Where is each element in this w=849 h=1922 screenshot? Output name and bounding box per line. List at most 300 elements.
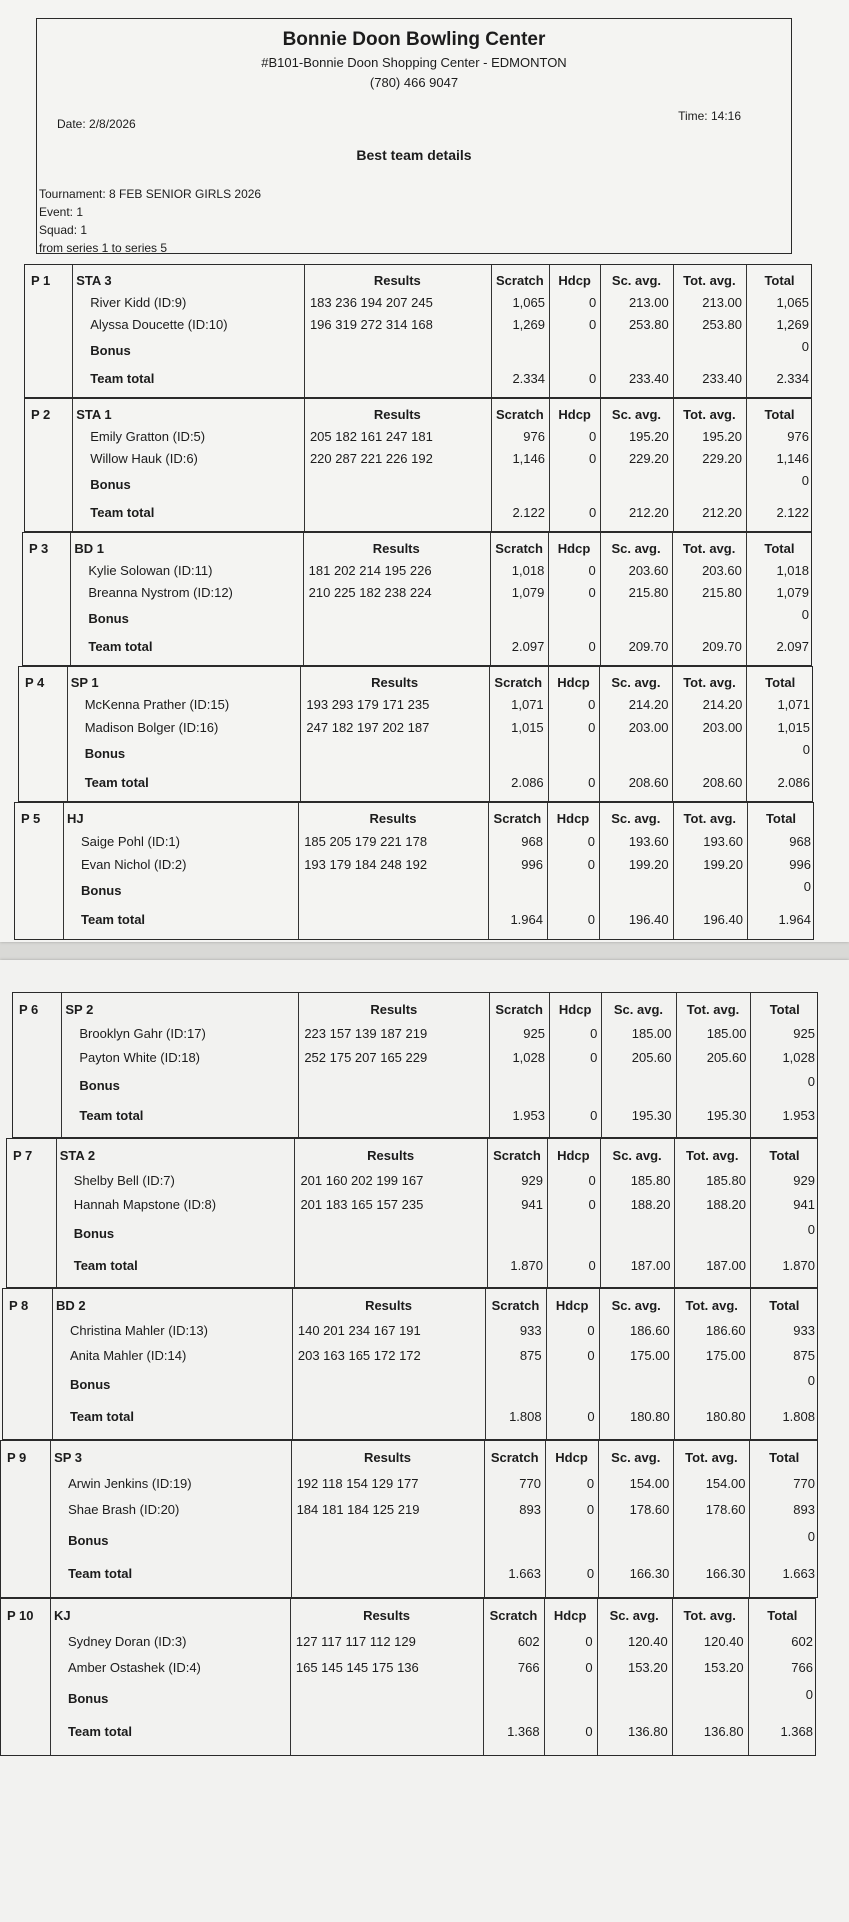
- player-sc-avg: 185.80: [630, 1172, 671, 1188]
- player-sc-avg: 195.20: [628, 429, 669, 444]
- player-total: 766: [791, 1660, 813, 1676]
- column-header-total: Total: [769, 1298, 800, 1314]
- player-scratch: 1,079: [511, 585, 545, 600]
- team-total-total: 2.097: [776, 639, 809, 654]
- player-tot-avg: 185.00: [706, 1025, 747, 1041]
- player-name: River Kidd (ID:9): [90, 295, 187, 310]
- team-block: [2, 1288, 818, 1440]
- bonus-label: Bonus: [84, 746, 126, 762]
- team-name: SP 1: [70, 675, 99, 691]
- column-header-scratch: Scratch: [489, 1608, 538, 1624]
- player-hdcp: 0: [588, 563, 596, 578]
- team-block: [24, 398, 812, 532]
- team-total-label: Team total: [88, 639, 153, 654]
- bonus-total: 0: [805, 1686, 813, 1702]
- team-total-sc-avg: 136.80: [627, 1723, 668, 1739]
- bonus-total: 0: [807, 1373, 815, 1389]
- team-total-tot-avg: 195.30: [706, 1108, 747, 1124]
- column-header-tot-avg: Tot. avg.: [685, 1450, 738, 1466]
- team-total-total: 1.953: [782, 1108, 815, 1124]
- player-tot-avg: 185.80: [706, 1172, 746, 1188]
- player-sc-avg: 175.00: [629, 1347, 670, 1363]
- player-tot-avg: 178.60: [705, 1502, 746, 1518]
- player-name: Christina Mahler (ID:13): [69, 1323, 208, 1339]
- player-scratch: 1,028: [512, 1049, 545, 1065]
- column-header-sc-avg: Sc. avg.: [609, 1608, 659, 1624]
- player-name: McKenna Prather (ID:15): [84, 697, 230, 713]
- player-name: Brooklyn Gahr (ID:17): [79, 1025, 206, 1041]
- player-results: 185 205 179 221 178: [304, 833, 428, 849]
- column-header-results: Results: [365, 1298, 413, 1314]
- report-header: [36, 18, 792, 254]
- player-sc-avg: 205.60: [631, 1049, 672, 1065]
- team-block: [18, 666, 813, 802]
- player-tot-avg: 199.20: [703, 856, 743, 872]
- column-header-scratch: Scratch: [496, 273, 544, 288]
- team-block: [0, 1440, 818, 1598]
- team-name: SP 3: [54, 1450, 83, 1466]
- bonus-total: 0: [807, 1073, 815, 1089]
- player-hdcp: 0: [587, 1347, 595, 1363]
- player-tot-avg: 215.80: [702, 585, 742, 600]
- column-header-sc-avg: Sc. avg.: [613, 1001, 664, 1017]
- player-name: Sydney Doran (ID:3): [67, 1634, 187, 1650]
- player-scratch: 1,071: [511, 697, 544, 713]
- column-divider: [56, 1139, 57, 1287]
- column-header-results: Results: [369, 811, 417, 827]
- bonus-label: Bonus: [90, 477, 131, 492]
- player-total: 1,018: [776, 563, 809, 578]
- player-scratch: 996: [521, 856, 543, 872]
- team-total-tot-avg: 212.20: [702, 505, 743, 520]
- report-page-2: [0, 960, 849, 1922]
- team-total-scratch: 1.808: [509, 1409, 542, 1425]
- column-header-hdcp: Hdcp: [553, 1608, 587, 1624]
- column-divider: [50, 1599, 51, 1755]
- team-total-scratch: 2.097: [511, 639, 545, 654]
- team-total-sc-avg: 180.80: [629, 1409, 670, 1425]
- column-header-sc-avg: Sc. avg.: [611, 407, 662, 422]
- team-place: P 5: [21, 811, 41, 827]
- team-block: [12, 992, 818, 1138]
- team-total-hdcp: 0: [585, 1723, 593, 1739]
- player-total: 1,028: [782, 1049, 815, 1065]
- player-results: 205 182 161 247 181: [309, 429, 433, 444]
- column-divider: [63, 803, 64, 939]
- player-sc-avg: 215.80: [628, 585, 669, 600]
- bonus-total: 0: [807, 1528, 815, 1544]
- player-hdcp: 0: [589, 295, 597, 310]
- player-name: Shelby Bell (ID:7): [73, 1172, 175, 1188]
- column-header-hdcp: Hdcp: [557, 1147, 590, 1163]
- bonus-label: Bonus: [68, 1532, 109, 1548]
- player-tot-avg: 120.40: [703, 1634, 744, 1650]
- player-total: 893: [793, 1502, 815, 1518]
- team-total-label: Team total: [90, 371, 155, 386]
- player-scratch: 1,065: [512, 295, 545, 310]
- team-total-scratch: 2.122: [512, 505, 545, 520]
- team-total-tot-avg: 209.70: [702, 639, 742, 654]
- player-sc-avg: 203.60: [628, 563, 669, 578]
- column-header-results: Results: [364, 1450, 411, 1466]
- bonus-total: 0: [801, 339, 809, 354]
- team-total-scratch: 1.953: [512, 1108, 545, 1124]
- column-header-scratch: Scratch: [495, 541, 543, 556]
- player-sc-avg: 153.20: [627, 1660, 668, 1676]
- column-header-tot-avg: Tot. avg.: [686, 1001, 740, 1017]
- team-total-scratch: 1.663: [508, 1565, 541, 1581]
- team-total-tot-avg: 180.80: [705, 1409, 746, 1425]
- team-total-hdcp: 0: [589, 505, 597, 520]
- column-divider: [72, 265, 73, 397]
- team-total-sc-avg: 212.20: [628, 505, 669, 520]
- column-header-hdcp: Hdcp: [558, 273, 591, 288]
- team-total-hdcp: 0: [588, 639, 596, 654]
- player-total: 1,071: [777, 697, 810, 713]
- player-sc-avg: 154.00: [629, 1476, 670, 1492]
- column-header-scratch: Scratch: [491, 1298, 540, 1314]
- column-divider: [61, 993, 62, 1137]
- player-total: 929: [793, 1172, 815, 1188]
- column-header-total: Total: [765, 675, 796, 691]
- column-header-tot-avg: Tot. avg.: [683, 811, 737, 827]
- team-total-hdcp: 0: [586, 1565, 595, 1581]
- player-results: 201 183 165 157 235: [300, 1197, 424, 1213]
- player-sc-avg: 253.80: [628, 317, 669, 332]
- player-tot-avg: 203.00: [702, 719, 743, 735]
- bonus-label: Bonus: [81, 883, 122, 899]
- column-header-scratch: Scratch: [493, 1147, 541, 1163]
- player-total: 1,079: [776, 585, 809, 600]
- team-place: P 2: [31, 407, 51, 422]
- player-sc-avg: 203.00: [628, 719, 669, 735]
- player-name: Saige Pohl (ID:1): [81, 833, 180, 849]
- report-date: Date: 2/8/2026: [57, 117, 136, 131]
- team-block: [0, 1598, 816, 1756]
- player-sc-avg: 229.20: [628, 451, 669, 466]
- tournament-name: Tournament: 8 FEB SENIOR GIRLS 2026: [39, 187, 262, 201]
- player-total: 933: [793, 1323, 815, 1339]
- team-total-hdcp: 0: [590, 1108, 598, 1124]
- team-total-total: 1.663: [782, 1565, 815, 1581]
- player-total: 1,146: [776, 451, 809, 466]
- team-total-sc-avg: 196.40: [628, 912, 669, 928]
- player-total: 925: [793, 1025, 815, 1041]
- team-name: STA 2: [59, 1147, 96, 1163]
- player-results: 193 293 179 171 235: [306, 697, 430, 713]
- column-header-tot-avg: Tot. avg.: [685, 1298, 738, 1314]
- player-sc-avg: 188.20: [630, 1197, 671, 1213]
- player-hdcp: 0: [588, 1197, 596, 1213]
- team-total-tot-avg: 136.80: [703, 1723, 744, 1739]
- player-hdcp: 0: [585, 1660, 593, 1676]
- player-tot-avg: 193.60: [703, 833, 743, 849]
- player-hdcp: 0: [588, 585, 596, 600]
- team-block: [24, 264, 812, 398]
- team-total-total: 2.086: [777, 774, 810, 790]
- player-sc-avg: 186.60: [629, 1323, 670, 1339]
- bonus-label: Bonus: [73, 1226, 115, 1242]
- player-scratch: 933: [519, 1323, 542, 1339]
- column-header-hdcp: Hdcp: [558, 1001, 592, 1017]
- column-header-sc-avg: Sc. avg.: [611, 811, 661, 827]
- team-block: [6, 1138, 818, 1288]
- team-total-tot-avg: 187.00: [706, 1257, 746, 1273]
- column-header-hdcp: Hdcp: [555, 1298, 589, 1314]
- bonus-total: 0: [801, 607, 809, 622]
- bonus-total: 0: [807, 1222, 815, 1238]
- column-header-results: Results: [363, 1608, 411, 1624]
- column-header-scratch: Scratch: [490, 1450, 539, 1466]
- team-place: P 10: [7, 1608, 34, 1624]
- column-header-scratch: Scratch: [495, 1001, 544, 1017]
- column-header-hdcp: Hdcp: [558, 407, 591, 422]
- player-total: 1,015: [777, 719, 810, 735]
- player-tot-avg: 195.20: [702, 429, 743, 444]
- team-total-tot-avg: 196.40: [703, 912, 743, 928]
- player-hdcp: 0: [590, 1049, 598, 1065]
- player-tot-avg: 153.20: [703, 1660, 744, 1676]
- team-total-total: 2.334: [776, 371, 809, 386]
- player-hdcp: 0: [587, 833, 595, 849]
- team-name: BD 1: [74, 541, 105, 556]
- player-scratch: 941: [521, 1197, 543, 1213]
- player-hdcp: 0: [586, 1476, 595, 1492]
- team-block: [22, 532, 812, 666]
- column-header-sc-avg: Sc. avg.: [611, 541, 661, 556]
- player-sc-avg: 214.20: [628, 697, 669, 713]
- column-divider: [70, 533, 71, 665]
- team-block: [14, 802, 814, 940]
- team-total-scratch: 2.334: [512, 371, 545, 386]
- player-sc-avg: 185.00: [631, 1025, 672, 1041]
- column-header-results: Results: [373, 407, 421, 422]
- player-name: Anita Mahler (ID:14): [69, 1347, 187, 1363]
- report-title: Best team details: [356, 147, 472, 163]
- player-sc-avg: 193.60: [628, 833, 669, 849]
- column-header-sc-avg: Sc. avg.: [611, 675, 661, 691]
- player-scratch: 1,146: [512, 451, 545, 466]
- player-results: 247 182 197 202 187: [306, 719, 430, 735]
- player-name: Alyssa Doucette (ID:10): [90, 317, 228, 332]
- player-hdcp: 0: [589, 429, 597, 444]
- player-sc-avg: 199.20: [628, 856, 669, 872]
- player-results: 193 179 184 248 192: [304, 856, 428, 872]
- team-total-label: Team total: [84, 774, 149, 790]
- player-name: Madison Bolger (ID:16): [84, 719, 219, 735]
- team-total-hdcp: 0: [589, 371, 597, 386]
- team-total-sc-avg: 187.00: [630, 1257, 671, 1273]
- player-tot-avg: 229.20: [702, 451, 743, 466]
- player-hdcp: 0: [585, 1634, 593, 1650]
- player-results: 140 201 234 167 191: [297, 1323, 421, 1339]
- player-results: 183 236 194 207 245: [309, 295, 433, 310]
- column-header-tot-avg: Tot. avg.: [683, 675, 736, 691]
- team-total-total: 2.122: [776, 505, 809, 520]
- team-total-hdcp: 0: [588, 1257, 596, 1273]
- squad-number: Squad: 1: [39, 223, 88, 237]
- column-divider: [50, 1441, 51, 1597]
- player-sc-avg: 120.40: [627, 1634, 668, 1650]
- player-sc-avg: 213.00: [628, 295, 669, 310]
- column-divider: [52, 1289, 53, 1439]
- column-header-hdcp: Hdcp: [557, 541, 591, 556]
- player-hdcp: 0: [586, 1502, 595, 1518]
- bonus-total: 0: [802, 742, 810, 758]
- player-total: 968: [789, 833, 811, 849]
- column-header-sc-avg: Sc. avg.: [611, 1450, 661, 1466]
- player-results: 184 181 184 125 219: [296, 1502, 420, 1518]
- bonus-label: Bonus: [67, 1690, 109, 1706]
- player-tot-avg: 186.60: [705, 1323, 746, 1339]
- bonus-total: 0: [803, 879, 811, 895]
- column-header-tot-avg: Tot. avg.: [685, 1147, 739, 1163]
- player-hdcp: 0: [588, 1172, 596, 1188]
- team-total-tot-avg: 233.40: [702, 371, 743, 386]
- column-header-total: Total: [767, 1608, 798, 1624]
- player-scratch: 1,015: [511, 719, 544, 735]
- column-header-total: Total: [769, 1450, 800, 1466]
- team-total-total: 1.368: [780, 1723, 813, 1739]
- column-divider: [67, 667, 68, 801]
- center-phone: (780) 466 9047: [369, 75, 459, 90]
- center-name: Bonnie Doon Bowling Center: [282, 29, 546, 50]
- player-name: Hannah Mapstone (ID:8): [73, 1197, 217, 1213]
- team-total-sc-avg: 166.30: [629, 1565, 670, 1581]
- column-header-total: Total: [764, 407, 795, 422]
- team-total-tot-avg: 208.60: [702, 774, 743, 790]
- bonus-label: Bonus: [69, 1377, 111, 1393]
- team-place: P 9: [7, 1450, 27, 1466]
- column-header-sc-avg: Sc. avg.: [611, 1298, 661, 1314]
- player-scratch: 893: [519, 1502, 541, 1518]
- player-results: 223 157 139 187 219: [304, 1025, 428, 1041]
- team-total-sc-avg: 195.30: [631, 1108, 672, 1124]
- report-time: Time: 14:16: [678, 109, 741, 123]
- player-scratch: 925: [523, 1025, 545, 1041]
- column-header-scratch: Scratch: [494, 675, 543, 691]
- team-total-sc-avg: 208.60: [628, 774, 669, 790]
- team-total-scratch: 1.964: [510, 912, 543, 928]
- player-results: 220 287 221 226 192: [309, 451, 433, 466]
- center-address: #B101-Bonnie Doon Shopping Center - EDMONTON: [261, 55, 567, 70]
- player-scratch: 875: [519, 1347, 542, 1363]
- team-total-hdcp: 0: [587, 912, 595, 928]
- player-hdcp: 0: [587, 1323, 595, 1339]
- player-scratch: 602: [517, 1634, 540, 1650]
- column-header-tot-avg: Tot. avg.: [683, 407, 736, 422]
- report-page-1: [0, 0, 849, 942]
- bonus-total: 0: [801, 473, 809, 488]
- column-header-results: Results: [367, 1147, 415, 1163]
- team-place: P 6: [19, 1001, 39, 1017]
- team-total-total: 1.964: [778, 912, 811, 928]
- team-total-label: Team total: [68, 1565, 133, 1581]
- bonus-label: Bonus: [90, 343, 131, 358]
- player-scratch: 968: [521, 833, 543, 849]
- player-name: Arwin Jenkins (ID:19): [68, 1476, 192, 1492]
- team-total-label: Team total: [67, 1723, 133, 1739]
- column-header-results: Results: [370, 1001, 418, 1017]
- player-hdcp: 0: [588, 697, 596, 713]
- column-header-scratch: Scratch: [493, 811, 542, 827]
- player-name: Willow Hauk (ID:6): [90, 451, 198, 466]
- player-name: Emily Gratton (ID:5): [90, 429, 206, 444]
- team-total-sc-avg: 209.70: [628, 639, 669, 654]
- player-scratch: 770: [519, 1476, 541, 1492]
- bonus-label: Bonus: [79, 1077, 120, 1093]
- team-place: P 8: [9, 1298, 29, 1314]
- player-tot-avg: 205.60: [706, 1049, 747, 1065]
- team-total-total: 1.870: [782, 1257, 815, 1273]
- player-name: Amber Ostashek (ID:4): [67, 1660, 201, 1676]
- column-header-results: Results: [371, 675, 419, 691]
- team-name: BD 2: [55, 1298, 86, 1314]
- team-total-scratch: 2.086: [511, 774, 544, 790]
- player-total: 996: [789, 856, 811, 872]
- player-scratch: 766: [517, 1660, 540, 1676]
- event-number: Event: 1: [39, 205, 84, 219]
- player-results: 196 319 272 314 168: [309, 317, 433, 332]
- player-results: 192 118 154 129 177: [296, 1476, 419, 1492]
- player-total: 1,269: [776, 317, 809, 332]
- player-total: 976: [787, 429, 809, 444]
- player-total: 1,065: [776, 295, 809, 310]
- player-results: 127 117 117 112 129: [295, 1634, 416, 1650]
- team-place: P 3: [29, 541, 49, 556]
- team-total-label: Team total: [79, 1108, 144, 1124]
- player-sc-avg: 178.60: [629, 1502, 670, 1518]
- team-name: HJ: [67, 811, 84, 827]
- player-hdcp: 0: [590, 1025, 598, 1041]
- player-name: Shae Brash (ID:20): [68, 1502, 180, 1518]
- column-header-total: Total: [765, 811, 797, 827]
- column-header-total: Total: [764, 541, 795, 556]
- column-header-scratch: Scratch: [496, 407, 544, 422]
- player-hdcp: 0: [587, 856, 595, 872]
- player-scratch: 1,269: [512, 317, 545, 332]
- column-header-results: Results: [373, 273, 421, 288]
- player-scratch: 976: [523, 429, 545, 444]
- column-header-tot-avg: Tot. avg.: [683, 1608, 736, 1624]
- player-results: 252 175 207 165 229: [304, 1049, 428, 1065]
- bonus-label: Bonus: [88, 611, 129, 626]
- team-name: KJ: [53, 1608, 71, 1624]
- team-total-label: Team total: [90, 505, 155, 520]
- team-total-total: 1.808: [782, 1409, 815, 1425]
- team-total-label: Team total: [69, 1409, 135, 1425]
- column-header-hdcp: Hdcp: [555, 1450, 588, 1466]
- team-total-hdcp: 0: [587, 1409, 595, 1425]
- player-tot-avg: 253.80: [702, 317, 743, 332]
- column-header-total: Total: [769, 1147, 800, 1163]
- column-header-total: Total: [769, 1001, 800, 1017]
- column-header-sc-avg: Sc. avg.: [611, 273, 662, 288]
- player-name: Payton White (ID:18): [79, 1049, 201, 1065]
- player-total: 770: [793, 1476, 815, 1492]
- player-total: 602: [791, 1634, 813, 1650]
- team-total-scratch: 1.368: [507, 1723, 540, 1739]
- player-total: 941: [793, 1197, 815, 1213]
- player-name: Evan Nichol (ID:2): [81, 856, 187, 872]
- team-place: P 7: [13, 1147, 33, 1163]
- team-total-hdcp: 0: [588, 774, 596, 790]
- player-hdcp: 0: [588, 719, 596, 735]
- player-name: Kylie Solowan (ID:11): [88, 563, 213, 578]
- player-results: 181 202 214 195 226: [308, 563, 432, 578]
- player-tot-avg: 175.00: [705, 1347, 746, 1363]
- column-header-hdcp: Hdcp: [556, 811, 590, 827]
